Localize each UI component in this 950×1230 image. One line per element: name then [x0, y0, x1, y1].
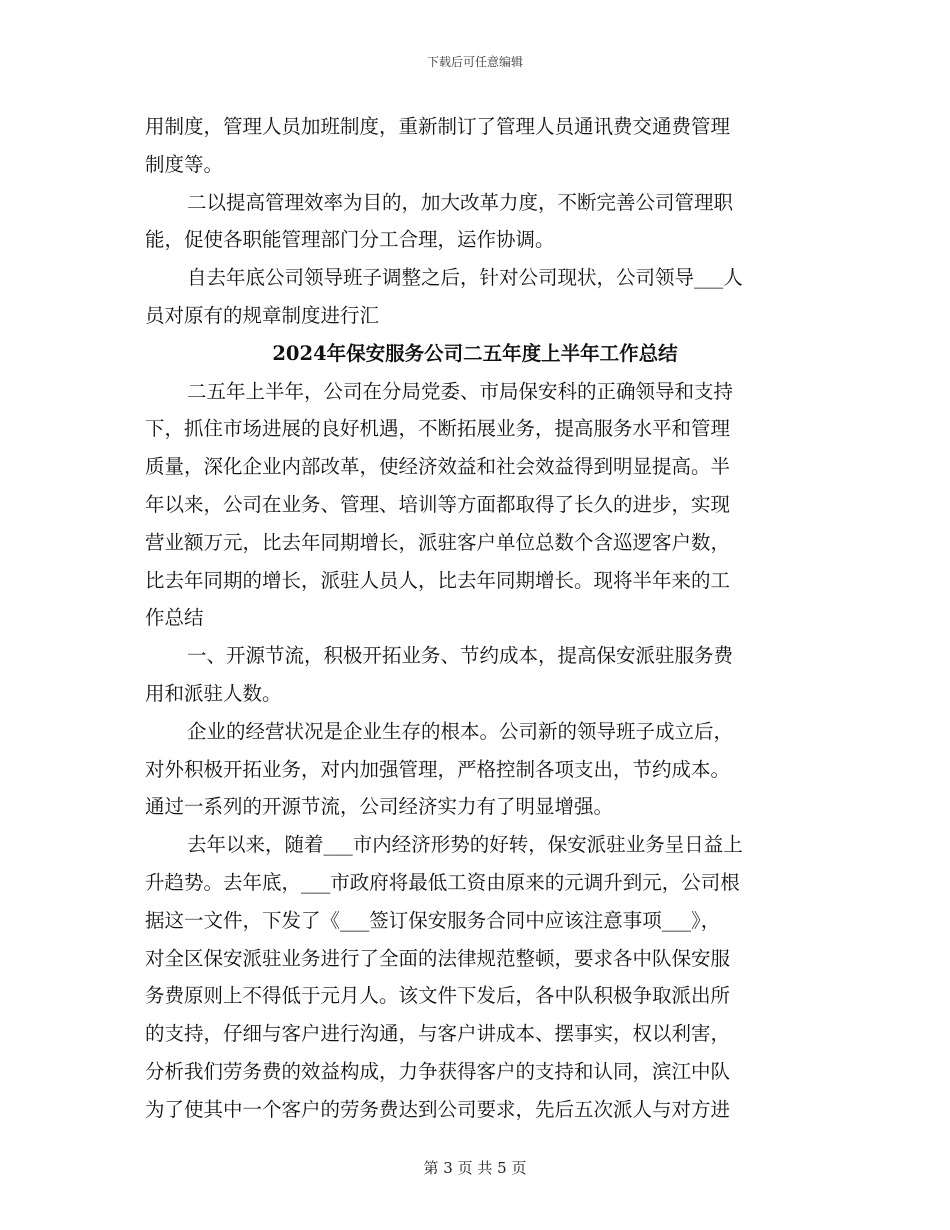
paragraph-line: 用和派驻人数。: [145, 681, 282, 705]
paragraph-line: 作总结: [145, 606, 204, 630]
page-header-note: 下载后可任意编辑: [426, 55, 523, 69]
paragraph-line: 据这一文件，下发了《___签订保安服务合同中应该注意事项___》，: [145, 908, 721, 932]
document-body: [145, 108, 805, 1129]
paragraph-line: 营业额万元，比去年同期增长，派驻客户单位总数个含巡逻客户数，: [145, 530, 731, 554]
paragraph-line: 对外积极开拓业务，对内加强管理，严格控制各项支出，节约成本。: [145, 757, 731, 781]
paragraph-line: 分析我们劳务费的效益构成，力争获得客户的支持和认同，滨江中队: [145, 1059, 731, 1083]
paragraph-line: 二五年上半年，公司在分局党委、市局保安科的正确领导和支持: [187, 379, 734, 403]
paragraph-line: 比去年同期的增长，派驻人员人，比去年同期增长。现将半年来的工: [145, 568, 731, 592]
paragraph-line: 通过一系列的开源节流，公司经济实力有了明显增强。: [145, 795, 614, 819]
paragraph-line: 质量，深化企业内部改革，使经济效益和社会效益得到明显提高。半: [145, 455, 731, 479]
paragraph-line: 一、开源节流，积极开拓业务、节约成本，提高保安派驻服务费: [187, 644, 734, 668]
paragraph-line: 务费原则上不得低于元月人。该文件下发后，各中队积极争取派出所: [145, 984, 731, 1008]
paragraph-line: 企业的经营状况是企业生存的根本。公司新的领导班子成立后，: [187, 719, 734, 743]
paragraph-line: 用制度，管理人员加班制度，重新制订了管理人员通讯费交通费管理: [145, 115, 731, 138]
paragraph-line: 年以来，公司在业务、管理、培训等方面都取得了长久的进步，实现: [145, 492, 731, 516]
page-number-footer: 第 3 页 共 5 页: [423, 1159, 527, 1177]
paragraph-line: 的支持，仔细与客户进行沟通，与客户讲成本、摆事实，权以利害，: [145, 1022, 731, 1046]
paragraph-line: 为了使其中一个客户的劳务费达到公司要求，先后五次派人与对方进: [145, 1097, 731, 1121]
paragraph-line: 升趋势。去年底，___市政府将最低工资由原来的元调升到元，公司根: [145, 870, 740, 894]
paragraph-line: 去年以来，随着___市内经济形势的好转，保安派驻业务呈日益上: [187, 833, 743, 857]
document-title: 2024年保安服务公司二五年度上半年工作总结: [272, 341, 678, 365]
paragraph-line: 能，促使各职能管理部门分工合理，运作协调。: [145, 228, 555, 252]
paragraph-line: 员对原有的规章制度进行汇: [145, 303, 380, 327]
paragraph-line: 二以提高管理效率为目的，加大改革力度，不断完善公司管理职: [187, 190, 734, 214]
paragraph-line: 下，抓住市场进展的良好机遇，不断拓展业务，提高服务水平和管理: [145, 417, 731, 441]
paragraph-line: 自去年底公司领导班子调整之后，针对公司现状，公司领导___人: [187, 266, 743, 290]
paragraph-line: 对全区保安派驻业务进行了全面的法律规范整顿，要求各中队保安服: [145, 946, 731, 970]
paragraph-line: 制度等。: [145, 152, 224, 176]
